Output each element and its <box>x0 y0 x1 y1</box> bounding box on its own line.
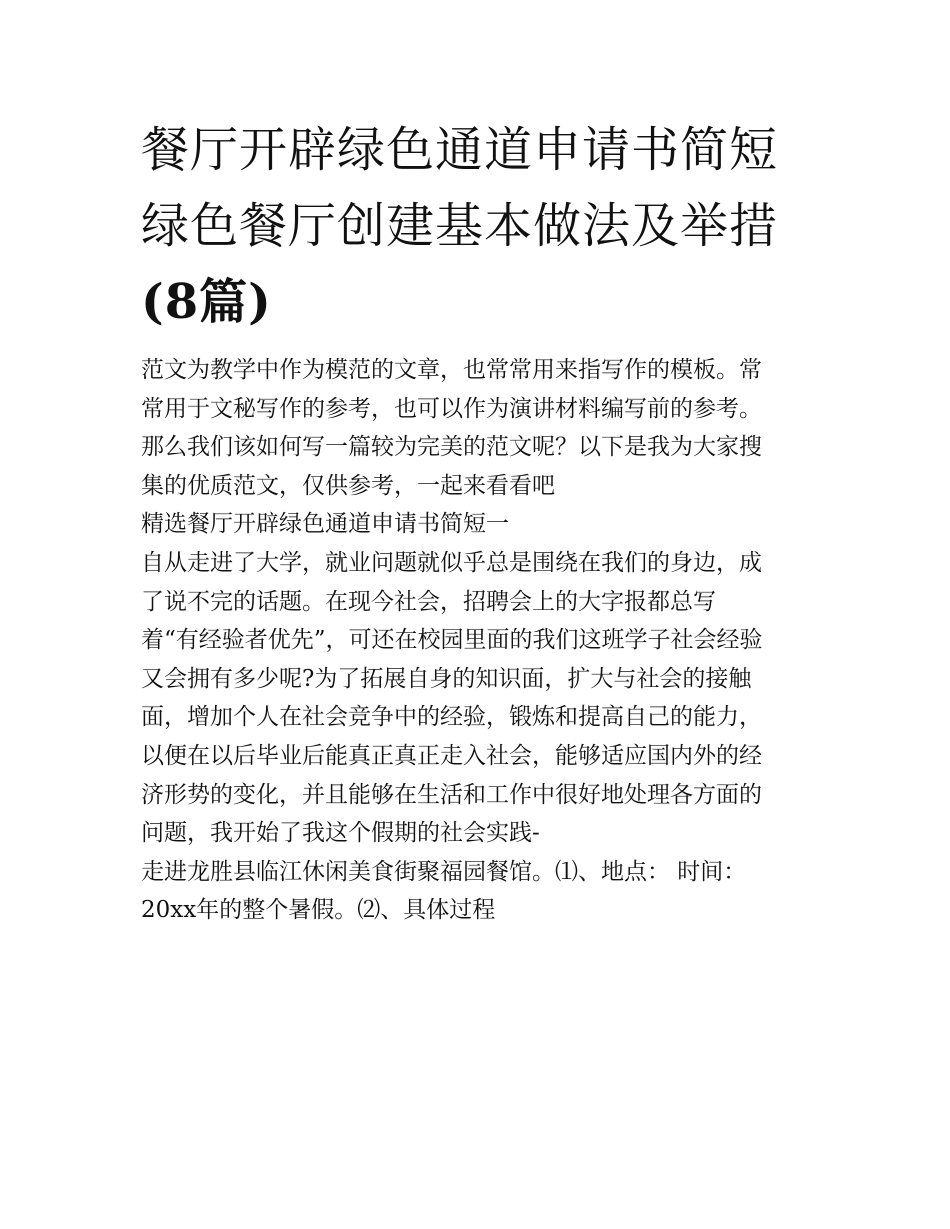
text-line: 20xx年的整个暑假。⑵、具体过程 <box>141 897 496 924</box>
title-line: 餐厅开辟绿色通道申请书简短 <box>141 122 779 178</box>
text-line: 走进龙胜县临江休闲美食街聚福园餐馆。⑴、地点： 时间： <box>141 858 747 885</box>
body-paragraph <box>141 853 813 930</box>
text-line: 又会拥有多少呢?为了拓展自身的知识面，扩大与社会的接触 <box>141 665 752 692</box>
text-line: 以便在以后毕业后能真正真正走入社会，能够适应国内外的经 <box>141 742 762 769</box>
intro-paragraph <box>141 351 813 505</box>
text-line: 济形势的变化，并且能够在生活和工作中很好地处理各方面的 <box>141 781 762 808</box>
text-line: 范文为教学中作为模范的文章，也常常用来指写作的模板。常 <box>141 357 762 383</box>
text-line: 面，增加个人在社会竞争中的经验，锻炼和提高自己的能力， <box>141 704 762 731</box>
section-heading <box>141 505 813 544</box>
document-page <box>141 112 813 930</box>
title-line: (8篇) <box>141 274 272 330</box>
title-line: 绿色餐厅创建基本做法及举措 <box>141 198 779 254</box>
document-title <box>141 112 813 340</box>
text-line: 常用于文秘写作的参考，也可以作为演讲材料编写前的参考。 <box>141 395 762 422</box>
text-line: 问题，我开始了我这个假期的社会实践- <box>141 820 540 847</box>
text-line: 精选餐厅开辟绿色通道申请书简短一 <box>141 511 509 538</box>
document-body <box>141 351 813 930</box>
text-line: 那么我们该如何写一篇较为完美的范文呢？以下是我为大家搜 <box>141 434 762 461</box>
text-line: 着“有经验者优先”，可还在校园里面的我们这班学子社会经验 <box>141 627 763 654</box>
body-paragraph <box>141 544 813 853</box>
text-line: 自从走进了大学，就业问题就似乎总是围绕在我们的身边，成 <box>141 549 762 576</box>
text-line: 集的优质范文，仅供参考，一起来看看吧 <box>141 472 555 499</box>
text-line: 了说不完的话题。在现今社会，招聘会上的大字报都总写 <box>141 588 716 615</box>
